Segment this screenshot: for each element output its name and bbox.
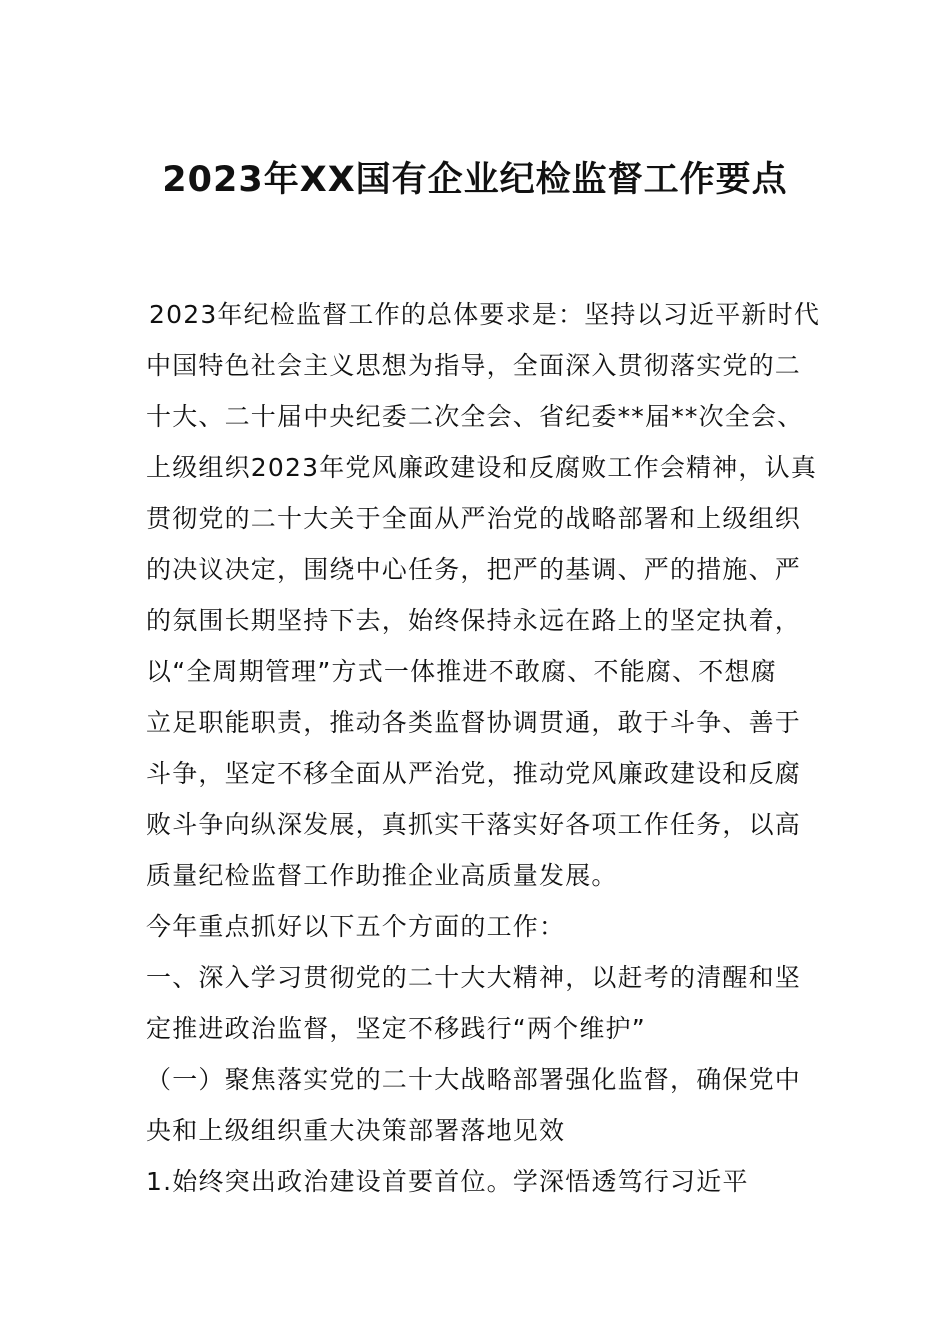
text-line: 十大、二十届中央纪委二次全会、省纪委**届**次全会、 xyxy=(146,402,804,431)
text-line: 的氛围长期坚持下去，始终保持永远在路上的坚定执着， xyxy=(146,606,802,635)
section-heading: 一、深入学习贯彻党的二十大大精神，以赶考的清醒和坚 xyxy=(146,963,802,992)
subsection-heading: （一）聚焦落实党的二十大战略部署强化监督，确保党中 xyxy=(146,1065,802,1094)
text-line: 贯彻党的二十大关于全面从严治党的战略部署和上级组织 xyxy=(146,504,802,533)
document-body xyxy=(146,289,821,1207)
text-line: 中国特色社会主义思想为指导，全面深入贯彻落实党的二 xyxy=(146,351,802,380)
text-line: 2023年纪检监督工作的总体要求是：坚持以习近平新时代 xyxy=(149,300,821,329)
text-line: 立足职能职责，推动各类监督协调贯通，敢于斗争、善于 xyxy=(146,708,802,737)
text-line: 以“全周期管理”方式一体推进不敢腐、不能腐、不想腐 xyxy=(146,657,777,686)
text-line: 上级组织2023年党风廉政建设和反腐败工作会精神，认真 xyxy=(146,453,818,482)
text-line: 的决议决定，围绕中心任务，把严的基调、严的措施、严 xyxy=(146,555,802,584)
document-title: 2023年XX国有企业纪检监督工作要点 xyxy=(162,160,788,200)
section-heading: 定推进政治监督，坚定不移践行“两个维护” xyxy=(146,1014,646,1043)
numbered-item: 1.始终突出政治建设首要首位。学深悟透笃行习近平 xyxy=(146,1167,749,1196)
text-line: 斗争，坚定不移全面从严治党，推动党风廉政建设和反腐 xyxy=(146,759,802,788)
text-line: 质量纪检监督工作助推企业高质量发展。 xyxy=(146,861,618,890)
subsection-heading: 央和上级组织重大决策部署落地见效 xyxy=(146,1116,566,1145)
text-line: 败斗争向纵深发展，真抓实干落实好各项工作任务，以高 xyxy=(146,810,802,839)
text-line: 今年重点抓好以下五个方面的工作： xyxy=(146,912,566,941)
